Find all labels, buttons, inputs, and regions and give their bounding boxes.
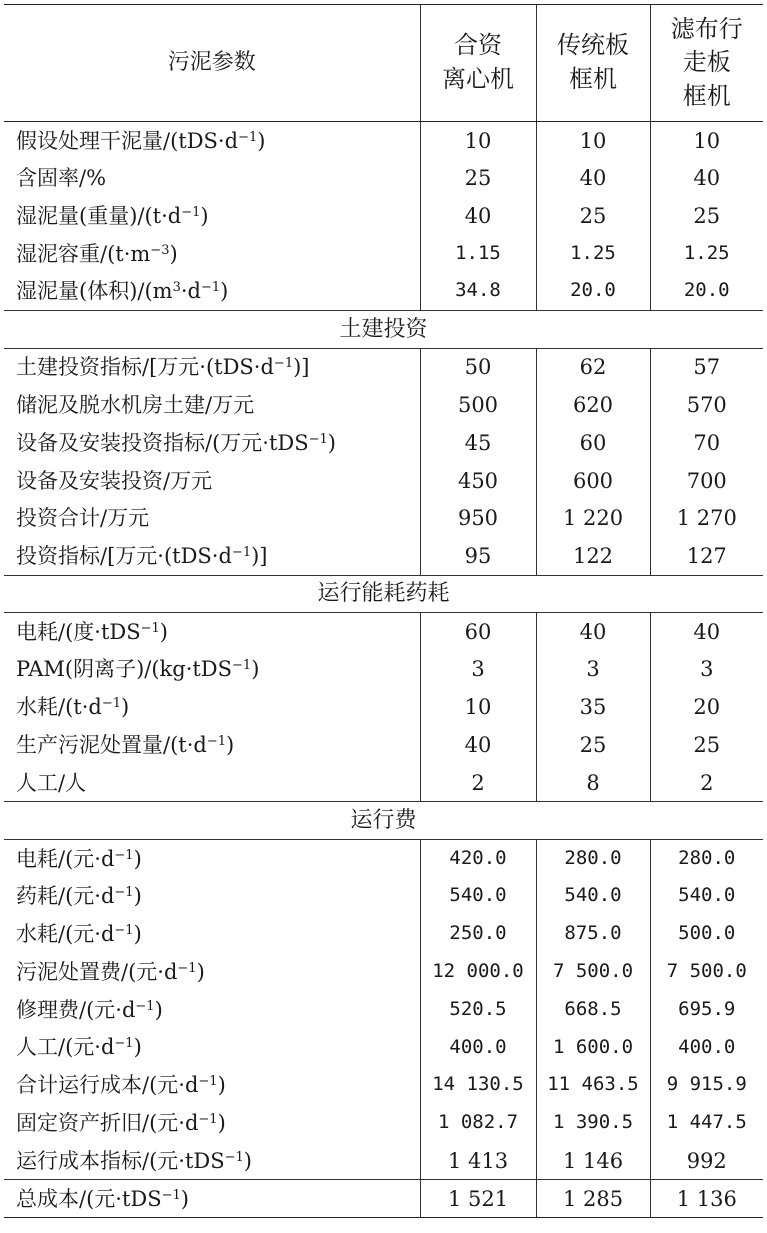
value-cell: 40 (536, 159, 650, 197)
value-cell: 280.0 (536, 840, 650, 878)
label-text: PAM(阴离子)/(kg·tDS (16, 657, 233, 682)
value-cell: 25 (693, 733, 721, 758)
value-cell: 12 000.0 (420, 953, 536, 991)
section-row-cost (4, 802, 763, 840)
value-cell: 1 146 (536, 1142, 650, 1180)
unit-exponent: −1 (114, 1036, 134, 1052)
label-text: 水耗/(t·d (16, 695, 102, 720)
value-cell: 1 270 (676, 506, 737, 531)
row-label (4, 613, 420, 651)
value-cell: 1.25 (536, 235, 650, 273)
value-cell: 25 (536, 726, 650, 764)
value-cell: 3 (536, 651, 650, 689)
row-label (4, 1142, 420, 1180)
unit-exponent: −1 (232, 658, 252, 674)
value-cell: 500 (420, 386, 536, 424)
value-cell: 40 (536, 613, 650, 651)
label-text: 湿泥容重/(t·m (16, 241, 151, 266)
value-cell: 1.15 (420, 235, 536, 273)
value-cell: 695.9 (678, 997, 736, 1020)
label-text: 储泥及脱水机房土建/万元 (16, 392, 255, 417)
unit-exponent: −1 (114, 847, 134, 863)
table-row (4, 651, 763, 689)
label-text: 湿泥量(体积)/(m (16, 279, 173, 304)
value-cell: 122 (536, 537, 650, 575)
value-cell: 1 390.5 (536, 1104, 650, 1142)
value-cell: 3 (420, 651, 536, 689)
value-cell: 500.0 (678, 922, 736, 945)
value-cell: 40 (693, 166, 721, 191)
table-row (4, 1180, 763, 1218)
value-cell: 600 (536, 462, 650, 500)
value-cell: 7 500.0 (666, 960, 747, 982)
table-row (4, 197, 763, 235)
unit-exponent: −1 (238, 129, 258, 145)
label-text: 人工/(元·d (16, 1035, 115, 1060)
value-cell: 540.0 (678, 884, 736, 907)
row-label (4, 499, 420, 537)
label-text: ) (196, 959, 205, 984)
row-label (4, 197, 420, 235)
header-param: 污泥参数 (4, 5, 420, 122)
value-cell: 1 220 (536, 499, 650, 537)
value-cell: 2 (700, 770, 714, 795)
label-text: ) (133, 922, 142, 947)
value-cell: 1 521 (420, 1180, 536, 1218)
label-text: ) (154, 997, 163, 1022)
header-row (4, 5, 763, 122)
table-row (4, 1104, 763, 1142)
label-text: ) (200, 203, 209, 228)
value-cell: 992 (686, 1148, 727, 1173)
value-cell: 1 600.0 (536, 1029, 650, 1067)
row-label (4, 462, 420, 500)
row-label (4, 159, 420, 197)
row-label (4, 953, 420, 991)
label-text: ) (257, 128, 266, 153)
value-cell: 620 (536, 386, 650, 424)
table-row (4, 915, 763, 953)
label-text: 固定资产折旧/(元·d (16, 1111, 199, 1136)
unit-exponent: −1 (206, 733, 227, 749)
row-label (4, 877, 420, 915)
label-text: 污泥处置费/(元·d (16, 959, 178, 984)
row-label (4, 840, 420, 878)
unit-exponent: −1 (177, 960, 197, 976)
table-body (4, 122, 763, 1218)
value-cell: 10 (693, 128, 721, 153)
label-text: ) (133, 884, 142, 909)
table-row (4, 991, 763, 1029)
label-text: 电耗/(度·tDS (16, 619, 141, 644)
value-cell: 20.0 (536, 273, 650, 311)
label-text: 土建投资指标/[万元·(tDS·d (16, 355, 274, 380)
value-cell: 875.0 (536, 915, 650, 953)
label-text: ·d (180, 279, 201, 304)
row-label (4, 1180, 420, 1218)
table-row (4, 122, 763, 160)
value-cell: 520.5 (420, 991, 536, 1029)
value-cell: 45 (420, 424, 536, 462)
value-cell: 25 (693, 203, 721, 228)
value-cell: 20.0 (683, 279, 730, 302)
section-heading: 运行费 (4, 802, 763, 840)
label-text: 运行成本指标/(元·tDS (16, 1148, 225, 1173)
value-cell: 20 (693, 695, 721, 720)
table-row (4, 273, 763, 311)
row-label (4, 348, 420, 386)
row-label (4, 1029, 420, 1067)
value-cell: 1.25 (683, 241, 730, 264)
value-cell: 11 463.5 (536, 1066, 650, 1104)
section-heading: 土建投资 (4, 310, 763, 348)
value-cell: 420.0 (420, 840, 536, 878)
label-text: 药耗/(元·d (16, 884, 115, 909)
label-text: ) (180, 1186, 189, 1211)
table-row (4, 159, 763, 197)
label-text: ) (133, 1035, 142, 1060)
value-cell: 450 (420, 462, 536, 500)
unit-exponent: −1 (135, 998, 155, 1014)
label-text: 投资指标/[万元·(tDS·d (16, 543, 232, 568)
unit-exponent: −1 (181, 204, 201, 220)
value-cell: 3 (700, 657, 714, 682)
label-text: 生产污泥处置量/(t·d (16, 733, 207, 758)
table-row (4, 688, 763, 726)
table-row (4, 726, 763, 764)
unit-exponent: −3 (150, 242, 170, 258)
label-text: 修理费/(元·d (16, 997, 136, 1022)
row-label (4, 1104, 420, 1142)
label-text: ) (243, 1148, 252, 1173)
value-cell: 540.0 (420, 877, 536, 915)
value-cell: 127 (686, 543, 727, 568)
row-label (4, 235, 420, 273)
value-cell: 8 (536, 764, 650, 802)
label-text: ) (327, 430, 336, 455)
value-cell: 60 (420, 613, 536, 651)
table-row (4, 386, 763, 424)
value-cell: 2 (420, 764, 536, 802)
value-cell: 70 (693, 430, 721, 455)
table-row (4, 1029, 763, 1067)
row-label (4, 651, 420, 689)
label-text: ) (169, 241, 178, 266)
row-label (4, 764, 420, 802)
label-text: 设备及安装投资指标/(万元·tDS (16, 430, 309, 455)
value-cell: 7 500.0 (536, 953, 650, 991)
label-text: ) (251, 657, 260, 682)
label-text: 水耗/(元·d (16, 922, 115, 947)
value-cell: 400.0 (678, 1035, 736, 1058)
label-text: ) (121, 695, 130, 720)
value-cell: 1 136 (650, 1180, 763, 1218)
section-heading: 运行能耗药耗 (4, 575, 763, 613)
row-label (4, 991, 420, 1029)
value-cell: 1 413 (420, 1142, 536, 1180)
value-cell: 34.8 (420, 273, 536, 311)
table-row (4, 953, 763, 991)
value-cell: 57 (693, 355, 721, 380)
value-cell: 25 (536, 197, 650, 235)
unit-exponent: −1 (273, 356, 294, 372)
unit-exponent: −1 (161, 1187, 181, 1203)
table-row (4, 1142, 763, 1180)
value-cell: 10 (420, 688, 536, 726)
section-row-civil (4, 310, 763, 348)
label-text: 含固率/% (16, 166, 107, 191)
table-row (4, 613, 763, 651)
row-label (4, 688, 420, 726)
table-row (4, 462, 763, 500)
value-cell: 700 (686, 468, 727, 493)
row-label (4, 726, 420, 764)
header-traveling-belt-plate-frame: 滤布行 走板 框机 (650, 5, 763, 122)
value-cell: 280.0 (678, 846, 736, 869)
row-label (4, 915, 420, 953)
header-plate-frame: 传统板 框机 (536, 5, 650, 122)
table-row (4, 424, 763, 462)
value-cell: 1 447.5 (666, 1111, 747, 1134)
label-text: ) (220, 279, 229, 304)
label-text: 湿泥量(重量)/(t·d (16, 203, 182, 228)
value-cell: 40 (420, 726, 536, 764)
label-text: 假设处理干泥量/(tDS·d (16, 128, 239, 153)
table-row (4, 499, 763, 537)
value-cell: 25 (420, 159, 536, 197)
label-text: )] (251, 543, 268, 568)
header-centrifuge: 合资 离心机 (420, 5, 536, 122)
row-label (4, 273, 420, 311)
label-text: )] (293, 355, 310, 380)
value-cell: 60 (536, 424, 650, 462)
value-cell: 40 (420, 197, 536, 235)
table-row (4, 235, 763, 273)
label-text: 电耗/(元·d (16, 846, 115, 871)
value-cell: 95 (420, 537, 536, 575)
value-cell: 14 130.5 (420, 1066, 536, 1104)
unit-exponent: −1 (231, 544, 252, 560)
label-text: ) (226, 733, 235, 758)
unit-exponent: −1 (198, 1111, 218, 1127)
label-text: 人工/人 (16, 770, 87, 795)
value-cell: 10 (420, 122, 536, 160)
label-text: 合计运行成本/(元·d (16, 1073, 199, 1098)
section-row-energy (4, 575, 763, 613)
table-row (4, 840, 763, 878)
value-cell: 950 (420, 499, 536, 537)
row-label (4, 386, 420, 424)
value-cell: 400.0 (420, 1029, 536, 1067)
value-cell: 10 (536, 122, 650, 160)
unit-exponent: 3 (172, 280, 181, 296)
unit-exponent: −1 (308, 431, 328, 447)
row-label (4, 424, 420, 462)
unit-exponent: −1 (114, 885, 134, 901)
label-text: 总成本/(元·tDS (16, 1186, 162, 1211)
unit-exponent: −1 (101, 696, 122, 712)
row-label (4, 537, 420, 575)
table-row (4, 348, 763, 386)
table-row (4, 764, 763, 802)
label-text: 投资合计/万元 (16, 506, 150, 531)
unit-exponent: −1 (200, 280, 221, 296)
value-cell: 9 915.9 (666, 1073, 747, 1096)
table-row (4, 1066, 763, 1104)
table-row (4, 877, 763, 915)
value-cell: 35 (536, 688, 650, 726)
value-cell: 62 (536, 348, 650, 386)
unit-exponent: −1 (198, 1074, 218, 1090)
sludge-dewatering-comparison-table (4, 4, 763, 1218)
row-label (4, 1066, 420, 1104)
label-text: 设备及安装投资/万元 (16, 468, 213, 493)
label-text: ) (217, 1111, 226, 1136)
value-cell: 570 (686, 392, 727, 417)
value-cell: 40 (693, 619, 721, 644)
value-cell: 1 285 (536, 1180, 650, 1218)
value-cell: 50 (420, 348, 536, 386)
value-cell: 1 082.7 (420, 1104, 536, 1142)
label-text: ) (159, 619, 168, 644)
unit-exponent: −1 (224, 1149, 244, 1165)
value-cell: 540.0 (536, 877, 650, 915)
value-cell: 250.0 (420, 915, 536, 953)
row-label (4, 122, 420, 160)
value-cell: 668.5 (536, 991, 650, 1029)
unit-exponent: −1 (140, 620, 160, 636)
label-text: ) (133, 846, 142, 871)
unit-exponent: −1 (114, 922, 134, 938)
label-text: ) (217, 1073, 226, 1098)
table-row (4, 537, 763, 575)
